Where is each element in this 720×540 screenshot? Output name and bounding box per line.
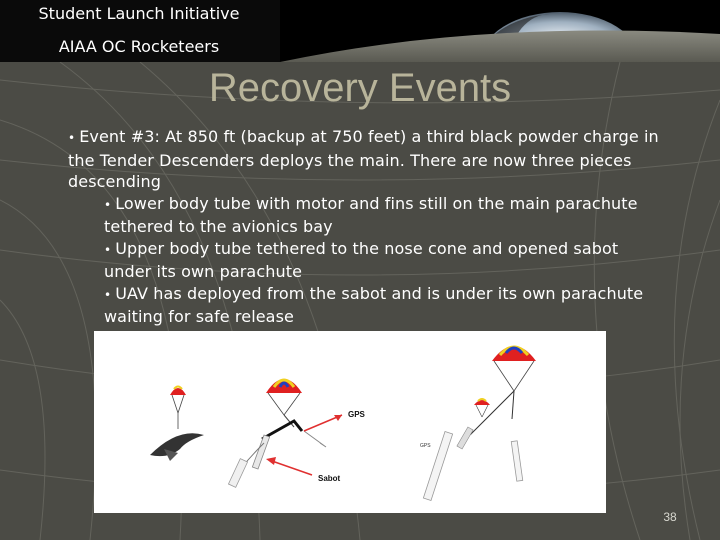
bullet-icon: • — [104, 287, 112, 302]
bullet-item — [68, 126, 668, 193]
sub-bullet-item — [104, 193, 668, 238]
page-number: 38 — [663, 510, 677, 524]
recovery-illustration — [94, 331, 606, 513]
slide-body — [68, 126, 668, 328]
earth-rise-image — [280, 0, 720, 62]
bullet-text: UAV has deployed from the sabot and is under its own parachute waiting for safe release — [104, 283, 644, 326]
main-parachute-group — [423, 346, 536, 501]
header-earth-banner — [280, 0, 720, 62]
sabot-label: Sabot — [318, 474, 341, 483]
header-title-box — [0, 0, 280, 62]
slide-title: Recovery Events — [208, 66, 512, 110]
bullet-icon: • — [68, 131, 76, 145]
bullet-text: Lower body tube with motor and fins still on the main parachute tethered to the avionics bay — [104, 193, 638, 236]
bullet-text: Upper body tube tethered to the nose cone and opened sabot under its own parachute — [104, 238, 619, 281]
sub-bullet-item — [104, 238, 668, 283]
team-name: AIAA OC Rocketeers — [58, 37, 220, 56]
gps-small-label: GPS — [420, 443, 431, 449]
recovery-diagram — [94, 331, 606, 513]
gps-label: GPS — [348, 410, 365, 419]
sub-bullet-item — [104, 283, 668, 328]
uav-parachute-group — [150, 387, 204, 462]
bullet-text: Event #3: At 850 ft (backup at 750 feet) a third black powder charge in the Tender Descenders deploys the main. There are now three pieces descending — [68, 127, 659, 191]
bullet-icon: • — [104, 242, 112, 257]
bullet-icon: • — [104, 197, 112, 212]
upper-body-parachute-group — [228, 379, 342, 487]
org-name: Student Launch Initiative — [38, 4, 240, 23]
